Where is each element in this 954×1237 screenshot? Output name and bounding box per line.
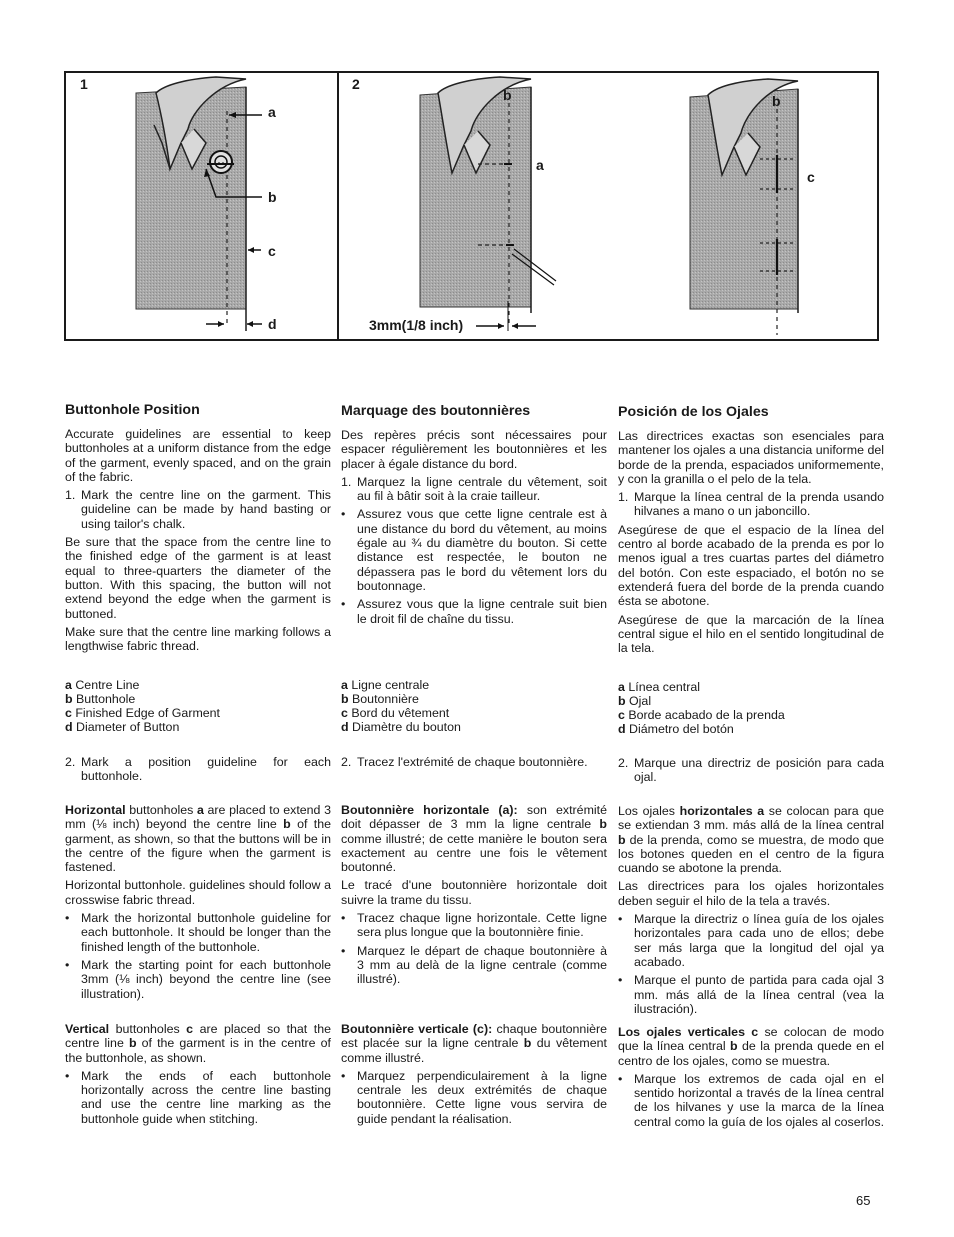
panel-1-number: 1 — [80, 76, 88, 92]
fr-legend — [341, 678, 607, 734]
step-text: Mark the centre line on the garment. This guideline can be made by hand basting or using tailor's chalk. — [81, 488, 331, 531]
en-intro-section — [65, 402, 331, 657]
es-legend — [618, 680, 884, 736]
en-step-2: 2. Mark a position guideline for each buttonhole. — [65, 755, 331, 784]
label-b: b — [772, 93, 781, 109]
fr-step-1: 1. Marquez la ligne centrale du vêtement, soit au fil à bâtir soit à la craie tailleur. — [341, 474, 607, 504]
es-intro-section — [618, 404, 884, 659]
es-bullet: • Marque la directriz o línea guía de los ojales horizontales para cada uno de ellos; debe ser más larga que la longitud del ojal ya acabado. — [618, 912, 884, 969]
es-horizontal-p2: Las directrices para los ojales horizontales deben seguir el hilo de la tela a través. — [618, 879, 884, 908]
legend-item: b Buttonhole — [65, 692, 136, 706]
fr-intro-section — [341, 403, 607, 630]
es-step-2: 2. Marque una directriz de posición para cada ojal. — [618, 756, 884, 785]
label-d: d — [268, 316, 277, 332]
page-number: 65 — [856, 1193, 871, 1208]
en-step-2-section — [65, 755, 331, 788]
es-step-1: 1. Marque la línea central de la prenda usando hilvanes a mano o un jaboncillo. — [618, 490, 884, 519]
label-a: a — [268, 104, 276, 120]
es-paragraph-3: Asegúrese de que la marcación de la línea central sigue el hilo en el sentido longitudinal de la tela. — [618, 612, 884, 656]
en-intro: Accurate guidelines are essential to keep buttonholes at a uniform distance from the edge of the garment, evenly spaced, and on the grain of the fabric. — [65, 427, 331, 484]
es-title: Posición de los Ojales — [618, 404, 769, 420]
es-horizontal-section — [618, 804, 884, 1020]
en-step-1 — [65, 488, 331, 531]
legend-item: c Bord du vêtement — [341, 706, 450, 720]
es-vertical-intro: Los ojales verticales c se colocan de modo que la línea central b de la prenda quede en el centro de los ojales, como se muestra. — [618, 1025, 885, 1068]
legend-item: b Ojal — [618, 694, 652, 708]
panel-2-number: 2 — [352, 76, 360, 92]
fr-bullet: • Marquez le départ de chaque boutonnière à 3 mm au delà de la ligne centrale (comme illustré). — [341, 943, 607, 987]
legend-item: a Ligne centrale — [341, 678, 430, 692]
fr-bullet: • Assurez vous que cette ligne centrale est à une distance du bord du vêtement, au moins égale au ¾ du diamètre du bouton. Si cette distance est respectée, le bouton ne dépassera pas le bord du vêtement lors du boutonnage. — [341, 507, 607, 593]
fr-title: Marquage des boutonnières — [341, 403, 531, 419]
es-intro: Las directrices exactas son esenciales para mantener los ojales a una distancia uniforme del borde de la prenda, espaciados uniformemente, y con la granilla o el pelo de la tela. — [618, 429, 884, 486]
en-bullet: • Mark the horizontal buttonhole guideline for each buttonhole. It should be longer than the finished length of the buttonhole. — [65, 911, 331, 954]
fr-bullet: • Tracez chaque ligne horizontale. Cette ligne sera plus longue que la boutonnière finie. — [341, 911, 607, 940]
es-vertical-section — [618, 1025, 884, 1133]
en-legend — [65, 678, 331, 734]
en-paragraph-2: Be sure that the space from the centre line to the finished edge of the garment is at least equal to three-quarters the diameter of the button. With this spacing, the button will not extend beyond the edge when the garment is buttoned. — [65, 535, 331, 621]
legend-item: a Centre Line — [65, 678, 140, 692]
illustration-frame — [64, 71, 879, 341]
en-horizontal-p2: Horizontal buttonhole. guidelines should follow a crosswise fabric thread. — [65, 878, 331, 907]
en-horizontal-intro: Horizontal buttonholes a are placed to extend 3 mm (⅛ inch) beyond the centre line b of the garment, as shown, so that the buttons will be in the centre of the figure when the garment is fastened. — [65, 803, 331, 875]
es-paragraph-2: Asegúrese de que el espacio de la línea del centro al borde acabado de la prenda es por lo menos igual a tres cuartas partes del diámetro del botón. Con este espaciado, el botón no se extenderá fuera del borde de la prenda cuando ésta se abotone. — [618, 522, 884, 609]
en-bullet: • Mark the ends of each buttonhole horizontally across the centre line basting and use the centre line marking as the buttonhole guide when stitching. — [65, 1068, 331, 1126]
es-horizontal-intro: Los ojales horizontales a se colocan para que se extiendan 3 mm. más allá de la línea central b de la prenda, como se muestra, de modo que los botones queden en el centro de la figura cuando se abotone la prenda. — [618, 804, 884, 876]
fr-step-2-section — [341, 755, 607, 773]
legend-item: d Diameter of Button — [65, 720, 180, 734]
garment-panel-3 — [690, 79, 798, 335]
fr-horizontal-p2: Le tracé d'une boutonnière horizontale doit suivre la trame du tissu. — [341, 878, 607, 907]
label-a: a — [536, 157, 544, 173]
legend-item: c Borde acabado de la prenda — [618, 708, 785, 722]
es-step-2-section — [618, 756, 884, 789]
label-c: c — [807, 169, 815, 185]
buttonhole-illustration — [66, 73, 877, 339]
legend-item: c Finished Edge of Garment — [65, 706, 220, 720]
en-horizontal-section — [65, 803, 331, 1005]
garment-panel-1 — [136, 77, 262, 331]
fr-vertical-section — [341, 1022, 607, 1130]
es-bullet: • Marque el punto de partida para cada ojal 3 mm. más allá de la línea central (vea la ilustración). — [618, 973, 884, 1016]
label-b: b — [268, 189, 277, 205]
en-vertical-section — [65, 1022, 331, 1130]
legend-item: d Diámetro del botón — [618, 722, 734, 736]
fr-horizontal-section — [341, 803, 607, 991]
step-number: 1. — [65, 488, 76, 503]
legend-item: b Boutonnière — [341, 692, 419, 706]
measure-label: 3mm(1/8 inch) — [369, 317, 464, 333]
fr-bullet: • Assurez vous que la ligne centrale suit bien le droit fil de chaîne du tissu. — [341, 597, 607, 626]
fr-intro: Des repères précis sont nécessaires pour espacer régulièrement les boutonnières et les placer à égale distance du bord. — [341, 428, 607, 471]
en-title: Buttonhole Position — [65, 402, 200, 418]
button-graphic — [210, 151, 232, 173]
fr-bullet: • Marquez perpendiculairement à la ligne centrale les deux extrémités de chaque boutonnière. Cette ligne vous servira de guide pendant la réalisation. — [341, 1068, 607, 1126]
fr-step-2: 2. Tracez l'extrémité de chaque boutonnière. — [341, 755, 588, 769]
garment-panel-2 — [420, 77, 556, 331]
en-paragraph-3: Make sure that the centre line marking follows a lengthwise fabric thread. — [65, 624, 331, 654]
fr-vertical-intro: Boutonnière verticale (c): chaque boutonnière est placée sur la ligne centrale b du vêtement comme illustré. — [341, 1022, 607, 1065]
label-b: b — [503, 87, 512, 103]
es-bullet: • Marque los extremos de cada ojal en el sentido horizontal a través de la línea central de los hilvanes y use la marca de la línea central como la guía de los ojales al coserlos. — [618, 1071, 885, 1129]
en-bullet: • Mark the starting point for each buttonhole 3mm (⅛ inch) beyond the centre line (see illustration). — [65, 957, 331, 1001]
legend-item: a Línea central — [618, 680, 700, 694]
en-vertical-intro: Vertical buttonholes c are placed so that the centre line b of the garment is in the centre of the buttonhole, as shown. — [65, 1022, 331, 1065]
legend-item: d Diamètre du bouton — [341, 720, 461, 734]
fr-horizontal-intro: Boutonnière horizontale (a): son extrémité doit dépasser de 3 mm la ligne centrale b comme illustré; de cette manière le bouton sera exactement au centre une fois le vêtement boutonné. — [341, 803, 607, 875]
label-c: c — [268, 243, 276, 259]
